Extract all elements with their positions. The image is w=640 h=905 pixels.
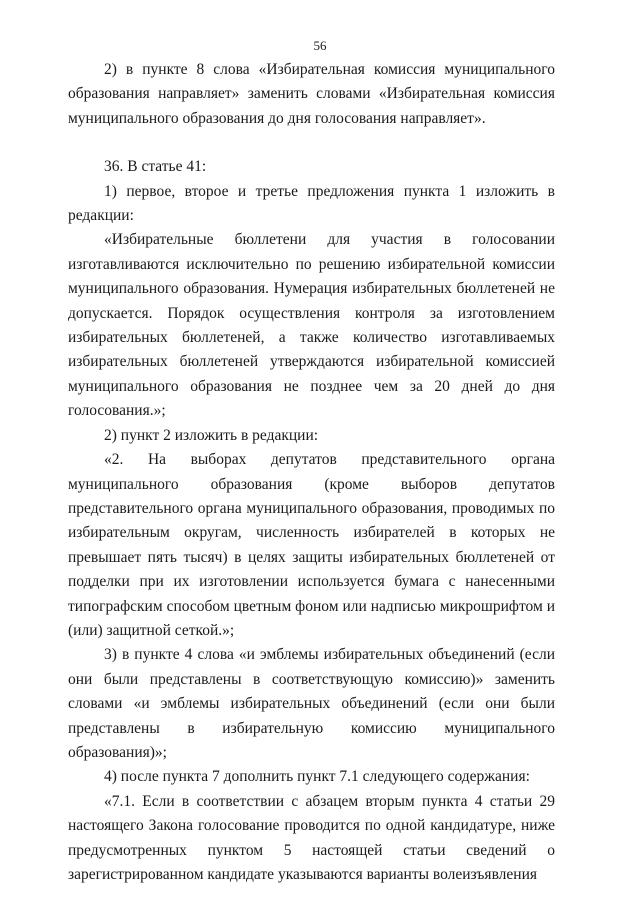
paragraph: «2. На выборах депутатов представительного органа муниципального образования (кроме выборов депутатов представительного органа муниципального образования, проводимых по избирательным округам, численность избирателей в которых не превышает пять тысяч) в целях защиты избирательных бюллетеней от подделки при их изготовлении используется бумага с нанесенными типографским способом цветным фоном или надписью микрошрифтом и (или) защитной сеткой.»; bbox=[68, 451, 555, 639]
paragraph: 1) первое, второе и третье предложения пункта 1 изложить в редакции: bbox=[68, 182, 555, 225]
document-body bbox=[68, 58, 555, 887]
section-heading: 36. В статье 41: bbox=[104, 158, 207, 176]
paragraph: 2) в пункте 8 слова «Избирательная комиссия муниципального образования направляет» заменить словами «Избирательная комиссия муниципального образования до дня голосования направляет». bbox=[68, 61, 555, 127]
paragraph: 3) в пункте 4 слова «и эмблемы избирательных объединений (если они были представлены в соответствующую комиссию)» заменить словами «и эмблемы избирательных объединений (если они были представлены в избирательную комиссию муниципального образования)»; bbox=[68, 646, 555, 761]
paragraph: «Избирательные бюллетени для участия в голосовании изготавливаются исключительно по решению избирательной комиссии муниципального образования. Нумерация избирательных бюллетеней не допускается. Порядок осуществления контроля за изготовлением избирательных бюллетеней, а также количество изготавливаемых избирательных бюллетеней утверждаются избирательной комиссией муниципального образования не позднее чем за 20 дней до дня голосования.»; bbox=[68, 231, 555, 420]
paragraph: 2) пункт 2 изложить в редакции: bbox=[104, 426, 319, 444]
paragraph: 4) после пункта 7 дополнить пункт 7.1 следующего содержания: bbox=[104, 768, 530, 786]
paragraph: «7.1. Если в соответствии с абзацем вторым пункта 4 статьи 29 настоящего Закона голосование проводится по одной кандидатуре, ниже предусмотренных пунктом 5 настоящей статьи сведений о зарегистрированном кандидате указываются варианты волеизъявления bbox=[68, 792, 555, 883]
page-number: 56 bbox=[313, 38, 327, 53]
blank-line bbox=[68, 131, 555, 155]
